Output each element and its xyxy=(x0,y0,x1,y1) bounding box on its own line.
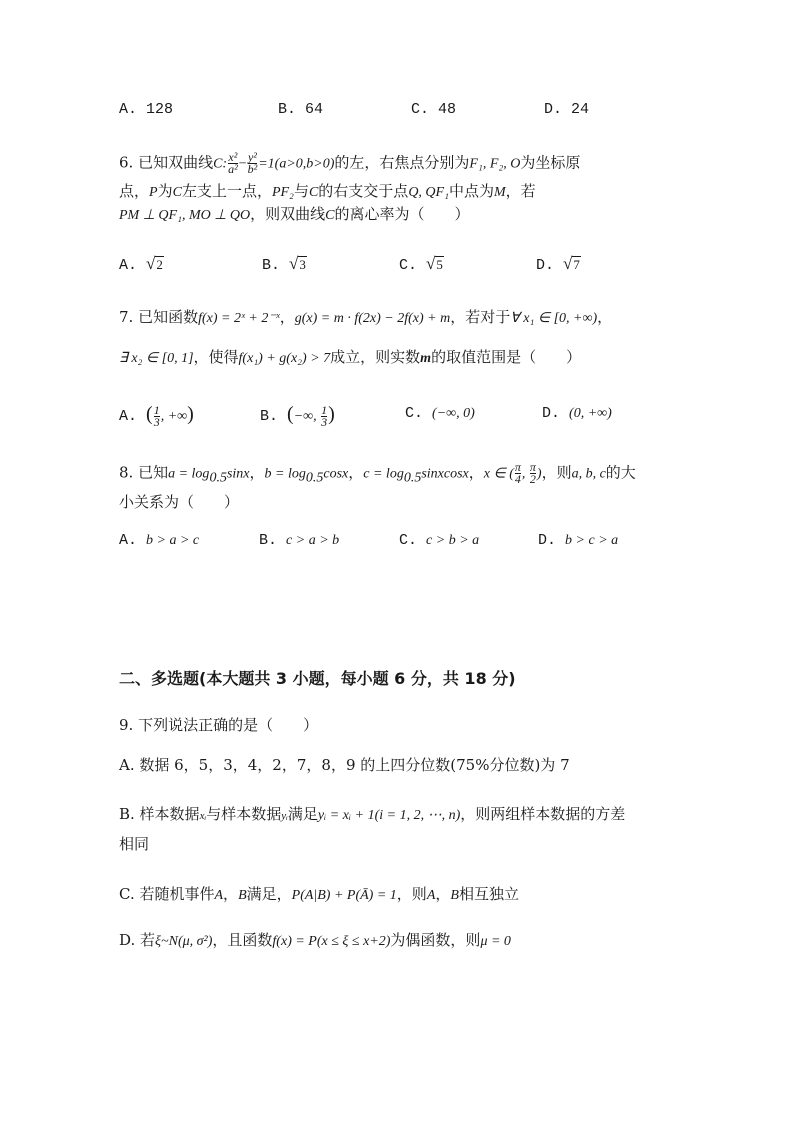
q7-option-a-label: A. xyxy=(119,408,138,425)
q7-option-c xyxy=(405,404,475,424)
q6-foci: F₁, F₂, O xyxy=(469,156,521,172)
q7-text-4: 的取值范围是（ ） xyxy=(431,348,582,366)
q9-d-text-3: 为偶函数，则 xyxy=(390,931,481,949)
q8-option-d-label: D. xyxy=(538,532,557,549)
q6-text-1: 的左，右焦点分别为 xyxy=(334,153,470,172)
q6-text-6: 与 xyxy=(293,182,309,200)
q8-base-c: 0.5 xyxy=(403,470,422,486)
q6-option-a xyxy=(119,254,164,276)
q9-b-text-3: 满足 xyxy=(287,805,318,823)
q6-option-d xyxy=(536,254,581,276)
q6-c-2: C xyxy=(308,185,319,200)
q8-option-b-label: B. xyxy=(259,532,278,549)
q7-line-2 xyxy=(119,347,581,369)
q8-option-c-value: c > b > a xyxy=(426,533,480,548)
q5-option-d: D. 24 xyxy=(544,101,590,118)
section-heading: 二、多选题(本大题共 3 小题，每小题 6 分，共 18 分) xyxy=(119,669,516,688)
q9-c-text-6: 相互独立 xyxy=(458,885,519,903)
q7-option-d-label: D. xyxy=(542,405,561,422)
q6-condition-2: PM ⊥ QF₁, MO ⊥ QO xyxy=(119,208,251,223)
q6-line-2 xyxy=(119,181,536,203)
q6-point-q: Q, QF₁ xyxy=(408,185,449,200)
q7-option-d-value: (0, +∞) xyxy=(569,406,612,421)
q9-stem: 9. 下列说法正确的是（ ） xyxy=(119,716,319,734)
q9-c-condition: P(A|B) + P(Ā) = 1 xyxy=(291,888,397,903)
q8-line-1: 8. 已知$a = \log_{0.5}\sin x$，$b = \log_{0.5}\cos x$，$c = \log_{0.5}sinxcosx$，x ∈ ( $\frac{\pi}{4}$ , $\frac{\pi}{2}$ )，则a, b, c的大 xyxy=(119,460,636,486)
q6-c-3: C xyxy=(325,208,335,223)
q6-text-10: ，则双曲线 xyxy=(250,205,326,223)
q9-d-text-2: ，且函数 xyxy=(212,931,273,949)
q8-option-c-label: C. xyxy=(399,532,418,549)
q6-point-p: P xyxy=(149,185,158,200)
q9-d-result: μ = 0 xyxy=(480,934,511,949)
q8-option-a xyxy=(119,531,199,551)
q8-text-1: ，则 xyxy=(541,463,572,482)
q8-sinx: sinx xyxy=(226,466,250,482)
q6-option-d-label: D. xyxy=(536,257,555,274)
q6-pf2: PF₂ xyxy=(271,185,294,200)
q6-text-7: 的右支交于点 xyxy=(318,182,409,200)
q6-option-a-value: √2 xyxy=(146,254,163,273)
q6-prefix: 6. 已知双曲线 xyxy=(119,153,214,172)
q6-option-d-value: √7 xyxy=(563,254,580,273)
q8-option-b xyxy=(259,531,339,551)
q7-text-3: 成立，则实数 xyxy=(330,348,421,366)
q7-prefix: 7. 已知函数 xyxy=(119,308,199,326)
q7-m: m xyxy=(420,351,432,366)
q6-frac-y: $\frac{\text{y²}}{\text{b²}}$ xyxy=(247,150,258,176)
q8-abc: a, b, c xyxy=(571,466,606,482)
q7-option-a: A. ( $\frac{1}{3}$ , +∞) xyxy=(119,402,194,429)
q8-option-a-value: b > a > c xyxy=(146,533,200,548)
q5-option-c: C. 48 xyxy=(411,101,457,118)
q8-option-d xyxy=(538,531,618,551)
q8-base-b: 0.5 xyxy=(305,470,324,486)
q6-condition: =1(a>0,b>0) xyxy=(258,156,335,172)
q6-option-c-value: √5 xyxy=(426,254,443,273)
q7-option-c-value: (−∞, 0) xyxy=(432,406,475,421)
q8-x-range: x ∈ ( xyxy=(483,466,514,482)
q8-option-a-label: A. xyxy=(119,532,138,549)
q7-option-c-label: C. xyxy=(405,405,424,422)
q7-forall: ∀ x₁ ∈ [0, +∞) xyxy=(510,311,598,326)
q7-exists: ∃ x₂ ∈ [0, 1] xyxy=(119,351,194,366)
q9-option-a: A. 数据 6，5，3，4，2，7，8，9 的上四分位数(75%分位数)为 7 xyxy=(119,756,570,774)
q6-text-8: 中点为 xyxy=(448,182,494,200)
q8-c: c = log xyxy=(363,466,404,482)
q6-line-1: 6. 已知双曲线C: $\frac{\text{x²}}{\text{a²}}$ − $\frac{\text{y²}}{\text{b²}}$ =1(a>0,b>0)的左，右焦点分别为F₁, F₂, O为坐标原 xyxy=(119,150,581,176)
q6-option-b xyxy=(262,254,307,276)
q7-text-1: ，若对于 xyxy=(450,308,511,326)
q8-base-a: 0.5 xyxy=(209,470,227,486)
q5-option-b: B. 64 xyxy=(278,101,324,118)
q8-option-c xyxy=(399,531,479,551)
q9-c-text-3: 满足， xyxy=(246,885,292,903)
q7-g: g(x) = m · f(2x) − 2f(x) + m xyxy=(294,311,451,326)
q7-line-1: 7. 已知函数f(x) = 2ˣ + 2⁻ˣ，g(x) = m · f(2x) − 2f(x) + m，若对于∀ x₁ ∈ [0, +∞)， xyxy=(119,308,613,326)
q6-c-1: C xyxy=(172,185,182,200)
q8-sinxcosx: sinxcosx xyxy=(421,466,469,482)
q9-c-text-5: ， xyxy=(435,885,451,903)
q6-text-3: 点， xyxy=(119,182,150,200)
q6-option-b-label: B. xyxy=(262,257,281,274)
q8-a: a = log xyxy=(168,466,210,482)
q8-text-2: 的大 xyxy=(605,463,636,482)
q9-option-b-line-1: B. 样本数据xᵢ与样本数据yᵢ满足yᵢ = xᵢ + 1(i = 1, 2, ⋯, n)，则两组样本数据的方差 xyxy=(119,805,626,823)
q6-text-5: 左支上一点， xyxy=(181,182,272,200)
q7-option-b: B. (−∞, $\frac{1}{3}$ ) xyxy=(260,402,335,429)
q6-point-m: M xyxy=(493,185,506,200)
q6-option-c xyxy=(399,254,444,276)
q6-text-2: 为坐标原 xyxy=(520,153,581,172)
q9-b-text-2: 与样本数据 xyxy=(206,805,282,823)
q9-option-d xyxy=(119,930,511,952)
q6-frac-x: $\frac{\text{x²}}{\text{a²}}$ xyxy=(228,150,238,176)
q5-option-a: A. 128 xyxy=(119,101,174,118)
q8-cosx: cosx xyxy=(323,466,349,482)
q9-d-function: f(x) = P(x ≤ ξ ≤ x+2) xyxy=(272,934,391,949)
q9-option-b-line-2: 相同 xyxy=(119,835,150,853)
q9-d-condition: ξ~N(μ, σ²) xyxy=(155,934,213,949)
q6-text-11: 的离心率为（ ） xyxy=(334,205,470,223)
q9-c-text-1: C. 若随机事件 xyxy=(119,885,215,903)
q6-curve-name: C: xyxy=(213,156,228,172)
q8-line-2: 小关系为（ ） xyxy=(119,493,240,511)
q7-f: f(x) = 2ˣ + 2⁻ˣ xyxy=(198,311,280,326)
q9-b-condition: yᵢ = xᵢ + 1(i = 1, 2, ⋯, n) xyxy=(317,808,461,823)
q9-b-text-4: ，则两组样本数据的方差 xyxy=(460,805,626,823)
q8-b: b = log xyxy=(264,466,306,482)
q7-text-2: ，使得 xyxy=(193,348,239,366)
q7-option-d xyxy=(542,404,612,424)
q6-text-9: ，若 xyxy=(505,182,536,200)
q8-option-d-value: b > c > a xyxy=(565,533,619,548)
q7-inequality: f(x₁) + g(x₂) > 7 xyxy=(238,351,331,366)
q8-prefix: 8. 已知 xyxy=(119,463,169,482)
q7-option-b-label: B. xyxy=(260,408,279,425)
q6-line-3 xyxy=(119,204,470,226)
q9-c-text-2: ， xyxy=(223,885,239,903)
q6-option-a-label: A. xyxy=(119,257,138,274)
q6-text-4: 为 xyxy=(157,182,173,200)
q6-option-c-label: C. xyxy=(399,257,418,274)
q8-option-b-value: c > a > b xyxy=(286,533,340,548)
q9-b-text-1: B. 样本数据 xyxy=(119,805,200,823)
q6-option-b-value: √3 xyxy=(289,254,306,273)
q9-d-text-1: D. 若 xyxy=(119,931,156,949)
q9-c-text-4: ，则 xyxy=(396,885,427,903)
q9-option-c: C. 若随机事件A，B满足，P(A|B) + P(Ā) = 1，则A，B相互独立 xyxy=(119,885,519,903)
